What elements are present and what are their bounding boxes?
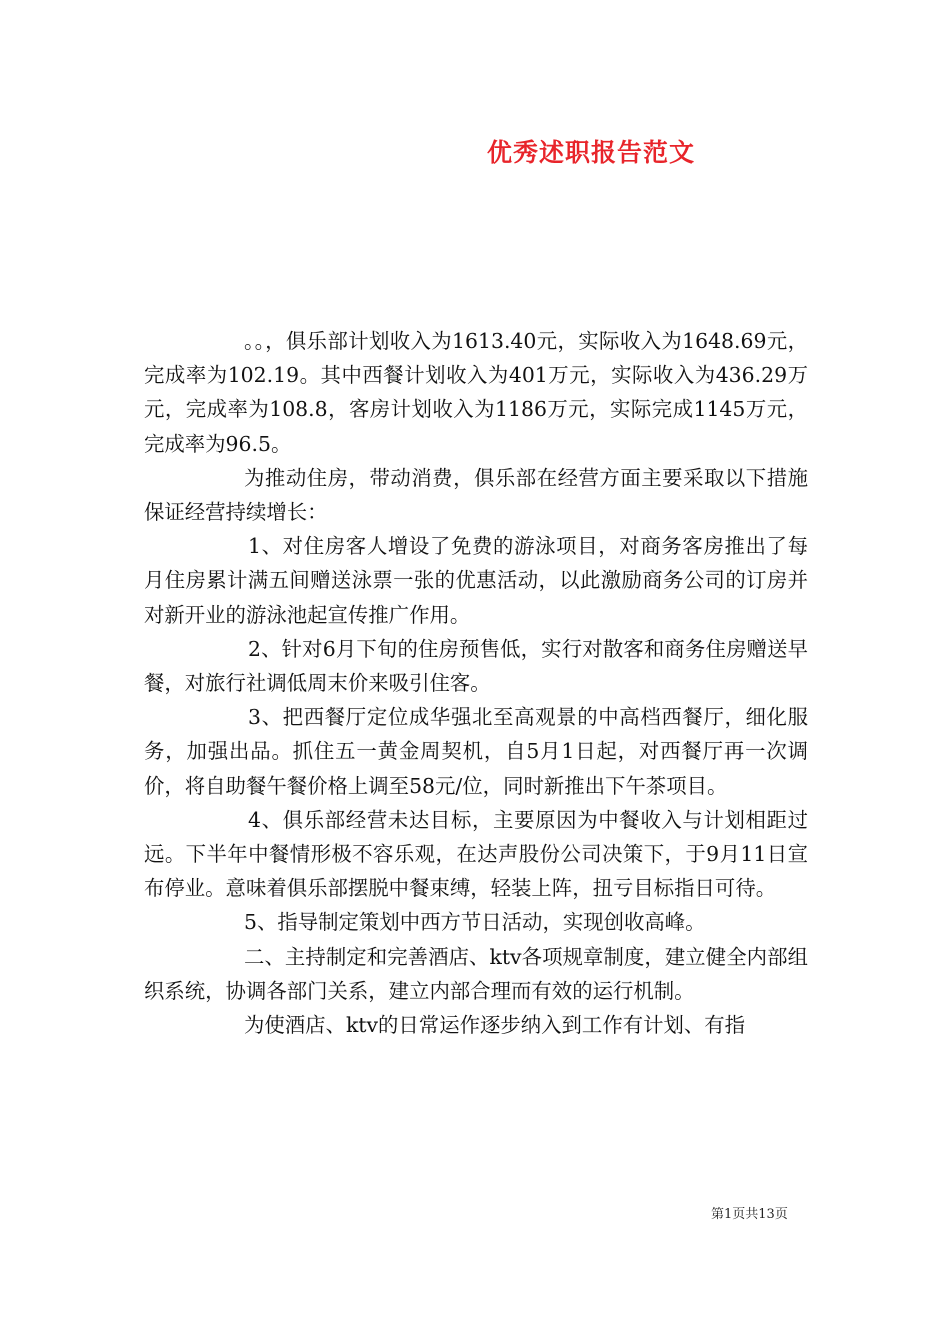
- paragraph-measures-intro: 为推动住房，带动消费，俱乐部在经营方面主要采取以下措施保证经营持续增长：: [144, 465, 808, 525]
- paragraph-measure-2: 2、针对6月下旬的住房预售低，实行对散客和商务住房赠送早餐，对旅行社调低周末价来吸引住客。: [144, 636, 808, 696]
- paragraph-measure-1: 1、对住房客人增设了免费的游泳项目，对商务客房推出了每月住房累计满五间赠送泳票一张的优惠活动，以此激励商务公司的订房并对新开业的游泳池起宣传推广作用。: [144, 534, 808, 627]
- paragraph-section-2: 二、主持制定和完善酒店、ktv各项规章制度，建立健全内部组织系统，协调各部门关系，建立内部合理而有效的运行机制。: [144, 944, 808, 1003]
- paragraph-measure-3: 3、把西餐厅定位成华强北至高观景的中高档西餐厅，细化服务，加强出品。抓住五一黄金周契机，自5月1日起，对西餐厅再一次调价，将自助餐午餐价格上调至58元/位，同时新推出下午茶项目。: [144, 705, 808, 798]
- paragraph-measure-5: 5、指导制定策划中西方节日活动，实现创收高峰。: [244, 910, 706, 935]
- paragraph-measure-4: 4、俱乐部经营未达目标，主要原因为中餐收入与计划相距过远。下半年中餐情形极不容乐观，在达声股份公司决策下，于9月11日宣布停业。意味着俱乐部摆脱中餐束缚，轻装上阵，扭亏目标指日可待。: [144, 807, 808, 901]
- page-number-footer: 第1页共13页: [711, 1207, 788, 1222]
- paragraph-continued: 为使酒店、ktv的日常运作逐步纳入到工作有计划、有指: [244, 1013, 746, 1038]
- document-title: 优秀述职报告范文: [487, 138, 696, 167]
- document-body: [144, 324, 808, 1042]
- paragraph-revenue-summary: 。。，俱乐部计划收入为1613.40元，实际收入为1648.69元，完成率为102.19。其中西餐计划收入为401万元，实际收入为436.29万元，完成率为108.8，客房计划收入为1186万元，实际完成1145万元，完成率为96.5。: [144, 329, 808, 456]
